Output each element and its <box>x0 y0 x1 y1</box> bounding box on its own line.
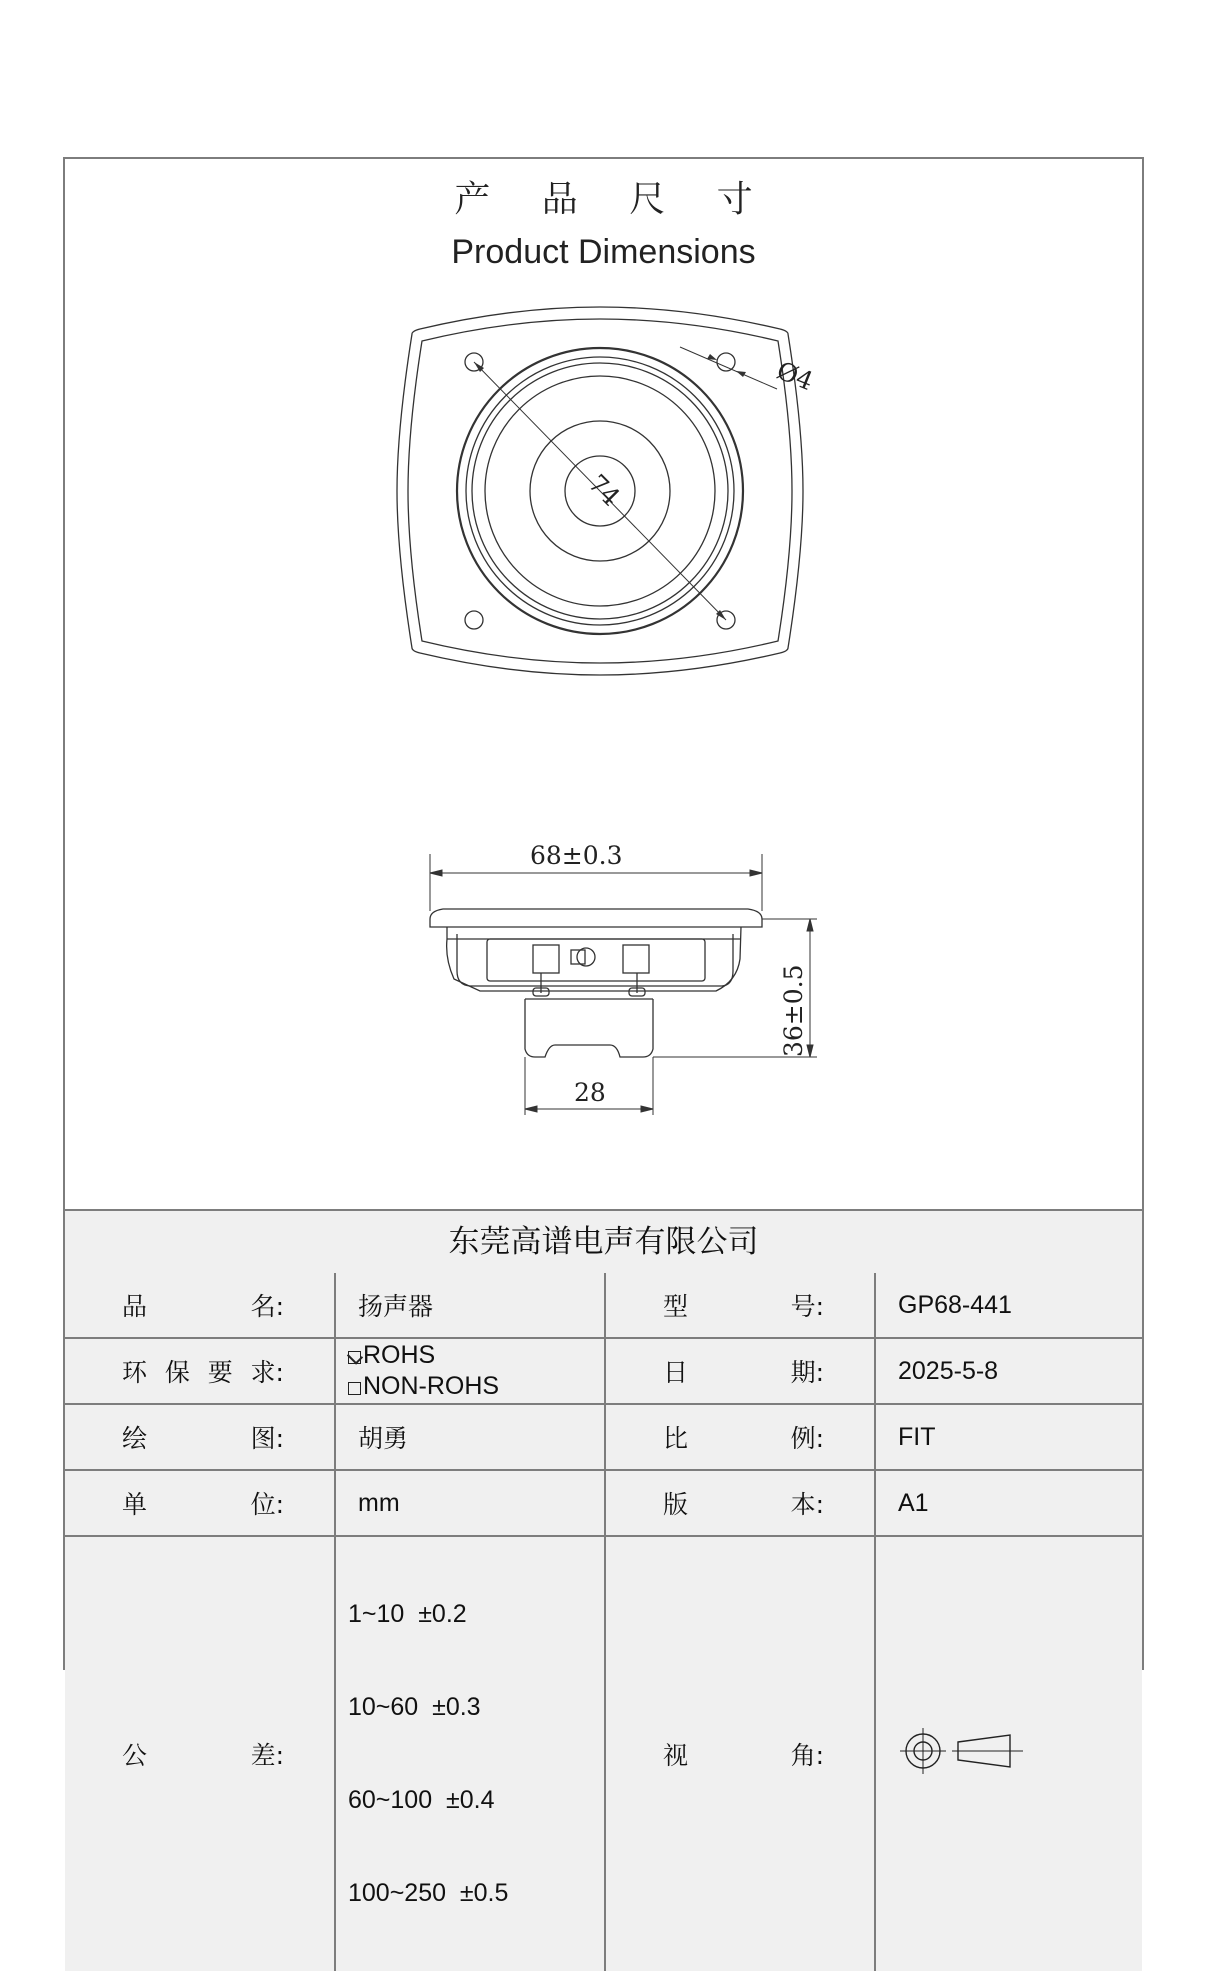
drawer-label: 绘 图: <box>65 1404 335 1470</box>
company-name: 东莞高谱电声有限公司 <box>65 1209 1142 1275</box>
hole-diameter-label: Ø4 <box>772 355 818 397</box>
non-rohs-option: NON-ROHS <box>348 1371 604 1402</box>
date-value: 2025-5-8 <box>875 1338 1142 1404</box>
checkbox-unchecked-icon <box>348 1382 361 1395</box>
version-value: A1 <box>875 1470 1142 1536</box>
model-value: GP68-441 <box>875 1273 1142 1338</box>
document-frame <box>63 157 1144 1907</box>
scale-label: 比 例: <box>605 1404 875 1470</box>
unit-label: 单 位: <box>65 1470 335 1536</box>
side-view-dimensions <box>430 854 817 1115</box>
env-requirement-label: 环 保 要 求: <box>65 1338 335 1404</box>
width-dimension-label: 68±0.3 <box>530 841 623 870</box>
product-name-value: 扬声器 <box>335 1273 605 1338</box>
scale-value: FIT <box>875 1404 1142 1470</box>
model-label: 型 号: <box>605 1273 875 1338</box>
date-label: 日 期: <box>605 1338 875 1404</box>
view-angle-label: 视 角: <box>605 1536 875 1971</box>
title-block-table <box>65 1273 1142 1971</box>
checkbox-checked-icon <box>348 1351 361 1364</box>
tolerance-line: 10~60 ±0.3 <box>348 1693 481 1721</box>
diagonal-dimension-label: 74 <box>582 468 626 512</box>
height-dimension-label: 36±0.5 <box>779 964 808 1057</box>
env-requirement-options <box>335 1338 605 1404</box>
unit-value: mm <box>335 1470 605 1536</box>
tolerance-line: 1~10 ±0.2 <box>348 1600 467 1628</box>
tolerance-line: 100~250 ±0.5 <box>348 1879 509 1907</box>
technical-drawing <box>65 159 1142 1209</box>
title-chinese: 产 品 尺 寸 <box>454 179 773 220</box>
tolerance-line: 60~100 ±0.4 <box>348 1786 495 1814</box>
mount-hole-tr <box>717 353 735 371</box>
version-label: 版 本: <box>605 1470 875 1536</box>
view-angle-value <box>875 1536 1142 1971</box>
table-row <box>65 1338 1142 1404</box>
table-row <box>65 1470 1142 1536</box>
title-english: Product Dimensions <box>451 233 756 271</box>
rohs-option: ROHS <box>348 1340 604 1371</box>
table-row <box>65 1273 1142 1338</box>
drawer-value: 胡勇 <box>335 1404 605 1470</box>
magnet-width-label: 28 <box>574 1078 606 1107</box>
product-name-label: 品 名: <box>65 1273 335 1338</box>
tolerance-values <box>335 1536 605 1971</box>
table-row <box>65 1404 1142 1470</box>
mount-hole-bl <box>465 611 483 629</box>
first-angle-projection-icon <box>888 1721 1038 1781</box>
table-row <box>65 1536 1142 1971</box>
speaker-side-view <box>430 909 762 1057</box>
tolerance-label: 公 差: <box>65 1536 335 1971</box>
